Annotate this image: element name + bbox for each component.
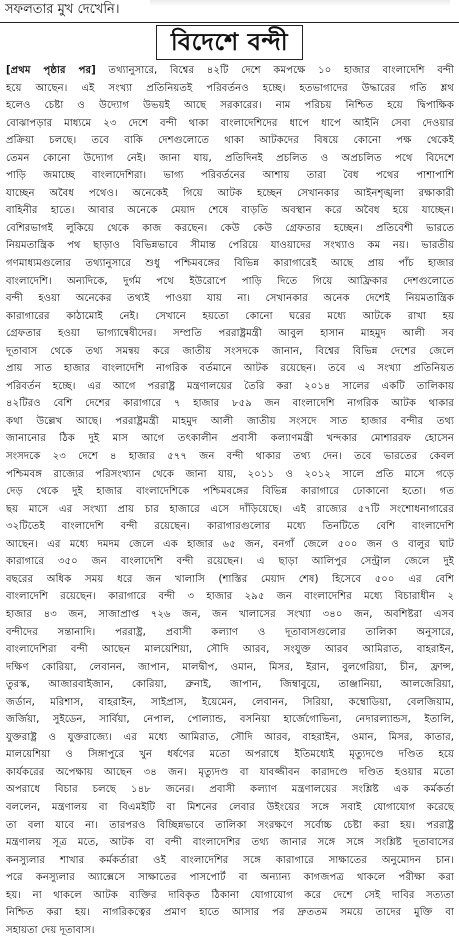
article-line: নিয়মতান্ত্রিক পথ ছাড়াও বিভিন্নভাবে সীমান্ত পেরিয়ে যাওয়াদের সংখ্যাও কম নয়। ভারতীয় bbox=[6, 240, 454, 252]
article-line: নিশ্চিত করা হয়। নাগরিকত্বের প্রমাণ হাতে আসার পর দ্রুততম সময়ে তাদের মুক্তি বা bbox=[6, 907, 454, 919]
article-line: মন্ত্রণালয় সূত্র মতে, আটক বা বন্দী বাংলাদেশির তথ্য জানার সঙ্গে সঙ্গে সংশ্লিষ্ট দূতাবাসের bbox=[6, 837, 454, 849]
article-line: অপরাধে বিচার চলছে ১৪৮ জনের। প্রবাসী কল্যাণ মন্ত্রণালয়ের সংশ্লিষ্ট এক কর্মকর্তা bbox=[6, 784, 454, 796]
article-line: বন্দী হওয়া অনেকের তথ্যই পাওয়া যায় না। সেখানকার অনেক দেশেই নিয়মতান্ত্রিক bbox=[6, 293, 454, 305]
continuation-marker: [প্রথম পৃষ্ঠার পর] bbox=[6, 65, 96, 76]
article-line: ছয় মাসে এর সংখ্যা প্রায় চার হাজারে এসে দাঁড়িয়েছে। এই রাজ্যের ৫৭টি সংশোধনাগারের bbox=[6, 503, 454, 515]
article-line: কনস্যুলার শাখার কর্মকর্তারা ওই বাংলাদেশির সঙ্গে কারাগারে সাক্ষাতের অনুমোদন চান। bbox=[6, 854, 454, 866]
headline-area bbox=[0, 22, 459, 60]
article-line: বাংলাদেশিরা বন্দী আছেন মালয়েশিয়া, সৌদি আরব, সংযুক্ত আরব আমিরাত, বাহরাইন, bbox=[6, 644, 454, 656]
article-line: প্রায় সাত হাজার বাংলাদেশি নাগরিক বর্তমানে আটক রয়েছেন। তবে এ সংখ্যা প্রতিনিয়ত bbox=[6, 363, 454, 375]
cropped-previous-text bbox=[150, 0, 450, 6]
article-headline: বিদেশে বন্দী bbox=[156, 25, 303, 60]
article-line: প্রক্রিয়া চলছে। তবে বাকি দেশগুলোতে থাকা আটকদের বিষয়ে কোনো পক্ষ থেকেই bbox=[6, 135, 454, 147]
article-line: জর্ডান, মরিশাস, বাহরাইন, সাইপ্রাস, ইয়েমেন, লেবানন, সিরিয়া, কম্বোডিয়া, বেলজিয়াম, bbox=[6, 696, 454, 708]
article-line: পশ্চিমবঙ্গ রাজ্যের পরিসংখ্যান থেকে জানা যায়, ২০১১ ও ২০১২ সালে প্রতি মাসে গড়ে bbox=[6, 468, 454, 480]
article-line: কথা উল্লেখ আছে। পররাষ্ট্রমন্ত্রী মাহমুদ আলী জাতীয় সংসদে সাত হাজার বন্দীর তথ্য bbox=[6, 415, 454, 427]
article-line: যাচ্ছেন অবৈধ পথেও। অনেকেই গিয়ে আটক হচ্ছেন সেখানকার আইনশৃঙ্খলা রক্ষাকারী bbox=[6, 187, 454, 199]
article-line: পাড়ি জমাচ্ছে বাংলাদেশিরা। ভাগ্য পরিবর্তনের আশায় তারা বৈধ পথের পাশাপাশি bbox=[6, 170, 454, 182]
article-line: তুরস্ক, আজারবাইজান, কোরিয়া, ব্রুনাই, জাপান, জিম্বাবুয়ে, তাঞ্জানিয়া, আলজেরিয়া, bbox=[6, 679, 454, 691]
article-line: গ্রেফতার হওয়া ভাগ্যান্বেষীদের। সম্প্রতি পররাষ্ট্রমন্ত্রী আবুল হাসান মাহমুদ আলী সব bbox=[6, 328, 454, 340]
article-line: কারাগারে ৩৫০ জন বাংলাদেশি বন্দী রয়েছেন। এ ছাড়া আলিপুর সেন্ট্রাল জেলে দুই bbox=[6, 556, 454, 568]
article-line: বছরের অধিক সময় ধরে জন খালাসি (শাস্তির মেয়াদ শেষ) হিসেবে ৫০০ এর বেশি bbox=[6, 573, 454, 585]
article-line: আছেন। এর মধ্যে দমদম জেলে এক হাজার ৬৫ জন, বনগাঁ জেলে ৫০০ জন ও বালুর ঘাট bbox=[6, 538, 454, 550]
article-line: হয়ে আছেন। এই সংখ্যা প্রতিনিয়তই পরিবর্তনও হচ্ছে। হতভাগাদের উদ্ধারের গতি শ্লথ bbox=[6, 82, 454, 94]
article-line: হয়। না থাকলে আটক ব্যক্তির দাবিকৃত ঠিকানা যোগাযোগ করে দেশে সেই দাবির সত্যতা bbox=[6, 889, 454, 901]
article-line: বাংলাদেশি। অন্যদিকে, দুর্গম পথে ইউরোপে পাড়ি দিতে গিয়ে আফ্রিকার দেশগুলোতে bbox=[6, 275, 454, 287]
article-line: জর্জিয়া, সুইডেন, সার্বিয়া, নেপাল, পোল্যান্ড, বসনিয়া হার্জেগোভিনা, নেদারল্যান্ডস, ইতালি, bbox=[6, 714, 454, 726]
article-line: বললেন, মন্ত্রণালয় বা বিএমইটি বা মিশনের লেবার উইংয়ের সঙ্গে সবাই যোগাযোগ করেছে bbox=[6, 801, 454, 813]
article-line: হাজার ৪৩ জন, সাজাপ্রাপ্ত ৭২৬ জন, জন খালাসের সংখ্যা ৩৪০ জন, অবশিষ্টরা এসব bbox=[6, 608, 454, 620]
article-line: কার্যকরের অপেক্ষায় আছেন ৩৪ জন। মৃত্যুদণ্ড বা যাবজ্জীবন কারাদণ্ডে দণ্ডিত হওয়ার মতো bbox=[6, 766, 454, 778]
article-line: যুক্তরাষ্ট্র ও যুক্তরাজ্যে। এর মধ্যে আমিরাত, সৌদি আরব, বাহরাইন, ওমান, মিসর, কাতার, bbox=[6, 731, 454, 743]
article-line: সহায়তা দেয় দূতাবাস। bbox=[6, 924, 95, 936]
article-line: সংসদকে ২৩ দেশে ৪ হাজার ৫৭৭ জন বন্দী থাকার তথ্য দেন। তবে ভারতের কেবল bbox=[6, 451, 454, 463]
article-line: বাংলাদেশি রয়েছেন। কারাগারে বন্দী ৩ হাজার ২৯৫ জন বাংলাদেশির মধ্যে বিচারাধীন ২ bbox=[6, 591, 454, 603]
article-line: দূতাবাস থেকে তথ্য সমন্বয় করে জাতীয় সংসদকে জানান, বিশ্বের বিভিন্ন দেশের জেলে bbox=[6, 345, 454, 357]
article-line: বাহিনীর হাতে। আবার অনেকে মেয়াদ শেষে বাড়তি অবস্থান করে অবৈধ হয়ে যাচ্ছেন। bbox=[6, 205, 454, 217]
article-line: বেশিরভাগই লুকিয়ে থেকে কাজ করছেন। কেউ কেউ গ্রেফতার হচ্ছেন। প্রতিবেশী ভারতে bbox=[6, 222, 454, 234]
article-line: ৩২টিতেই বাংলাদেশি বন্দী রয়েছেন। কারাগারগুলোর মধ্যে তিনটিতে বেশি বাংলাদেশি bbox=[6, 521, 454, 533]
article-line: তেমন কোনো উদ্যোগ নেই। জানা যায়, প্রতিদিনই প্রচলিত ও অপ্রচলিত পথে বিদেশে bbox=[6, 152, 454, 164]
article-line: দেড় থেকে দুই হাজার বাংলাদেশিকে পশ্চিমবঙ্গের বিভিন্ন কারাগারে ঢোকানো হতো। গত bbox=[6, 486, 454, 498]
previous-article-last-line: সফলতার মুখ দেখেনি। bbox=[5, 2, 120, 17]
article-line: জানানোর ঠিক দুই মাস আগে তৎকালীন প্রবাসী কল্যাণমন্ত্রী খন্দকার মোশাররফ হোসেন bbox=[6, 433, 454, 445]
article-line: তা বলা যাবে না। তারপরও বিচ্ছিন্নভাবে তালিকা সংরক্ষণে সর্বোচ্চ চেষ্টা করা হয়। পররাষ্ট্র bbox=[6, 819, 454, 831]
article-line: গণমাধ্যমগুলোর তথ্যানুসারে শুধু পশ্চিমবঙ্গের বিভিন্ন কারাগারেই আছে প্রায় পাঁচ হাজার bbox=[6, 258, 454, 270]
article-line: বোঝাপড়ার মাধ্যমে ২৩ দেশে বন্দী থাকা বাংলাদেশিদের ধাপে ধাপে আইনি সেবা দেওয়ার bbox=[6, 117, 454, 129]
article-line bbox=[6, 62, 454, 80]
article-line: দক্ষিণ কোরিয়া, লেবানন, জাপান, মালদ্বীপ, ওমান, মিসর, ইরান, বুলগেরিয়া, চীন, ফ্রান্স, bbox=[6, 661, 454, 673]
article-line: পরে কনস্যুলার অ্যাক্সেসে সাক্ষাতের পাসপোর্ট বা অন্যান্য কাগজপত্র থাকলে পরীক্ষা করা bbox=[6, 872, 454, 884]
article-line-text: তথ্যানুসারে, বিশ্বের ৪২টি দেশে কমপক্ষে ১০ হাজার বাংলাদেশি বন্দী bbox=[95, 65, 454, 76]
article-line: হলেও চেষ্টা ও উদ্যোগ উভয়ই আছে সরকারের। নাম পরিচয় নিশ্চিত হয়ে দ্বিপাক্ষিক bbox=[6, 100, 454, 112]
previous-article-fragment bbox=[0, 0, 459, 23]
article-line: মালয়েশিয়া ও সিঙ্গাপুরে খুন ধর্ষণের মতো অপরাধে ইতিমধ্যেই মৃত্যুদণ্ডে দণ্ডিত হয়ে bbox=[6, 749, 454, 761]
article-line: ৪২টিরও বেশি দেশের কারাগারে ৭ হাজার ৮৫৯ জন বাংলাদেশি নাগরিক আটক থাকার bbox=[6, 398, 454, 410]
article-line: বন্দীদের সন্তানাদি। পররাষ্ট্র, প্রবাসী কল্যাণ ও দূতাবাসগুলোর তালিকা অনুসারে, bbox=[6, 626, 454, 638]
article-body bbox=[6, 62, 454, 939]
article-line: পরিবর্তন হচ্ছে। এর আগে পররাষ্ট্র মন্ত্রণালয়ের তৈরি করা ২০১৪ সালের একটি তালিকায় bbox=[6, 380, 454, 392]
article-line: কারাগারের কাঠামোই নেই। সেখানে হয়তো কোনো ঘরের মধ্যে আটকে রাখা হয় bbox=[6, 310, 454, 322]
